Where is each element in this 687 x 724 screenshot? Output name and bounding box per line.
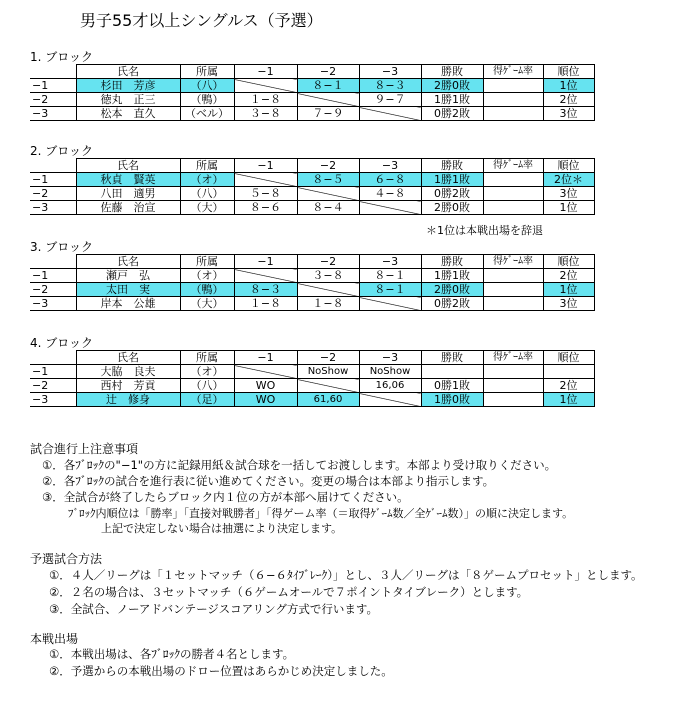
table-row: −2 徳丸 正三 （鴨） １−８ ９−７ 1勝1敗 2位 — [30, 93, 594, 107]
self-match-cell — [359, 393, 421, 407]
block-1-table — [30, 64, 595, 121]
header-team: 所属 — [180, 255, 234, 269]
header-r3: −3 — [359, 351, 421, 365]
notes-sub-2: 上記で決定しない場合は抽選により決定します。 — [101, 522, 343, 535]
header-team: 所属 — [180, 65, 234, 79]
player-team: （大） — [180, 297, 234, 311]
player-name: 辻 修身 — [76, 393, 180, 407]
self-match-cell — [297, 187, 359, 201]
header-r2: −2 — [297, 351, 359, 365]
header-wl: 勝敗 — [421, 351, 483, 365]
player-name: 徳丸 正三 — [76, 93, 180, 107]
block-4-title: 4. ブロック — [30, 336, 94, 350]
table-header — [30, 255, 594, 269]
entry-item-2: ②．予選からの本戦出場のドロー位置はあらかじめ決定しました。 — [49, 664, 393, 678]
table-header — [30, 159, 594, 173]
method-item-2: ②．２名の場合は、３セットマッチ（６ゲームオールで７ポイントタイブレーク）とします。 — [49, 585, 529, 599]
self-match-cell — [359, 297, 421, 311]
header-rank: 順位 — [543, 159, 594, 173]
method-title: 予選試合方法 — [30, 552, 103, 566]
header-name: 氏名 — [76, 255, 180, 269]
player-team: （オ） — [180, 365, 234, 379]
player-name: 太田 実 — [76, 283, 180, 297]
header-name: 氏名 — [76, 159, 180, 173]
player-name: 佐藤 治宣 — [76, 201, 180, 215]
header-r2: −2 — [297, 65, 359, 79]
player-team: （オ） — [180, 173, 234, 187]
table-header — [30, 351, 594, 365]
header-rank: 順位 — [543, 351, 594, 365]
player-team: （足） — [180, 393, 234, 407]
block-2-table — [30, 158, 595, 215]
player-team: （オ） — [180, 269, 234, 283]
header-r3: −3 — [359, 65, 421, 79]
player-team: （大） — [180, 201, 234, 215]
self-match-cell — [359, 201, 421, 215]
header-r3: −3 — [359, 255, 421, 269]
player-team: （八） — [180, 379, 234, 393]
table-row: −1 瀬戸 弘 （オ） ３−８ ８−１ 1勝1敗 2位 — [30, 269, 594, 283]
player-name: 西村 芳貢 — [76, 379, 180, 393]
header-rank: 順位 — [543, 255, 594, 269]
table-row: −3 辻 修身 （足） WO 61,60 1勝0敗 1位 — [30, 393, 594, 407]
entry-item-1: ①．本戦出場は、各ﾌﾞﾛｯｸの勝者４名とします。 — [49, 647, 295, 661]
block-4-table — [30, 350, 595, 407]
header-rank: 順位 — [543, 65, 594, 79]
player-name: 秋貞 賢英 — [76, 173, 180, 187]
page-title: 男子55才以上シングルス（予選） — [80, 11, 323, 30]
player-team: （鴨） — [180, 93, 234, 107]
notes-item-1: ①．各ﾌﾞﾛｯｸの"−1"の方に記録用紙＆試合球を一括してお渡しします。本部より受け取りください。 — [42, 458, 557, 472]
header-r2: −2 — [297, 159, 359, 173]
player-name: 瀬戸 弘 — [76, 269, 180, 283]
self-match-cell — [297, 283, 359, 297]
block-3-table — [30, 254, 595, 311]
header-rate: 得ｹﾞｰﾑ率 — [483, 159, 543, 173]
block-1-title: 1. ブロック — [30, 50, 94, 64]
header-r1: −1 — [234, 65, 297, 79]
self-match-cell — [234, 173, 297, 187]
header-r1: −1 — [234, 351, 297, 365]
player-team: （八） — [180, 187, 234, 201]
header-rate: 得ｹﾞｰﾑ率 — [483, 255, 543, 269]
table-row: −2 西村 芳貢 （八） WO 16,06 0勝1敗 2位 — [30, 379, 594, 393]
table-row: −2 太田 実 （鴨） ８−３ ８−１ 2勝0敗 1位 — [30, 283, 594, 297]
player-name: 杉田 芳彦 — [76, 79, 180, 93]
self-match-cell — [234, 365, 297, 379]
player-team: （八） — [180, 79, 234, 93]
method-item-3: ③．全試合、ノーアドバンテージスコアリング方式で行います。 — [49, 602, 378, 616]
header-wl: 勝敗 — [421, 65, 483, 79]
table-row: −1 秋貞 賢英 （オ） ８−５ ６−８ 1勝1敗 2位＊ — [30, 173, 594, 187]
self-match-cell — [359, 107, 421, 121]
block-2-note: ＊1位は本戦出場を辞退 — [426, 224, 543, 237]
notes-item-3: ③．全試合が終了したらブロック内１位の方が本部へ届けてください。 — [42, 490, 409, 504]
self-match-cell — [297, 379, 359, 393]
table-row: −3 佐藤 治宣 （大） ８−６ ８−４ 2勝0敗 1位 — [30, 201, 594, 215]
block-2-title: 2. ブロック — [30, 144, 94, 158]
header-name: 氏名 — [76, 65, 180, 79]
self-match-cell — [297, 93, 359, 107]
table-row: −3 松本 直久 （ベル） ３−８ ７−９ 0勝2敗 3位 — [30, 107, 594, 121]
header-r3: −3 — [359, 159, 421, 173]
header-rate: 得ｹﾞｰﾑ率 — [483, 65, 543, 79]
header-wl: 勝敗 — [421, 255, 483, 269]
header-name: 氏名 — [76, 351, 180, 365]
header-rate: 得ｹﾞｰﾑ率 — [483, 351, 543, 365]
notes-sub-1: ﾌﾞﾛｯｸ内順位は「勝率」「直接対戦勝者」「得ゲーム率（＝取得ｹﾞｰﾑ数／全ｹﾞｰﾑ数）」の順に決定します。 — [68, 507, 574, 520]
table-row: −2 八田 適男 （八） ５−８ ４−８ 0勝2敗 3位 — [30, 187, 594, 201]
header-team: 所属 — [180, 159, 234, 173]
table-row: −3 岸本 公雄 （大） １−８ １−８ 0勝2敗 3位 — [30, 297, 594, 311]
notes-title: 試合進行上注意事項 — [30, 442, 139, 456]
player-team: （鴨） — [180, 283, 234, 297]
notes-item-2: ②．各ﾌﾞﾛｯｸの試合を進行表に従い進めてください。変更の場合は本部より指示します。 — [42, 474, 495, 488]
header-r1: −1 — [234, 159, 297, 173]
entry-title: 本戦出場 — [30, 632, 79, 646]
header-r2: −2 — [297, 255, 359, 269]
table-row: −1 大脇 良夫 （オ） NoShow NoShow — [30, 365, 594, 379]
header-r1: −1 — [234, 255, 297, 269]
header-wl: 勝敗 — [421, 159, 483, 173]
table-row: −1 杉田 芳彦 （八） ８−１ ８−３ 2勝0敗 1位 — [30, 79, 594, 93]
method-item-1: ①．４人／リーグは「１セットマッチ（６−６ﾀｲﾌﾞﾚｰｸ）」とし、３人／リーグは「８ゲームプロセット」とします。 — [49, 568, 643, 582]
header-team: 所属 — [180, 351, 234, 365]
self-match-cell — [234, 79, 297, 93]
block-3-title: 3. ブロック — [30, 240, 94, 254]
self-match-cell — [234, 269, 297, 283]
player-team: （ベル） — [180, 107, 234, 121]
table-header — [30, 65, 594, 79]
player-name: 松本 直久 — [76, 107, 180, 121]
player-name: 八田 適男 — [76, 187, 180, 201]
player-name: 岸本 公雄 — [76, 297, 180, 311]
player-name: 大脇 良夫 — [76, 365, 180, 379]
